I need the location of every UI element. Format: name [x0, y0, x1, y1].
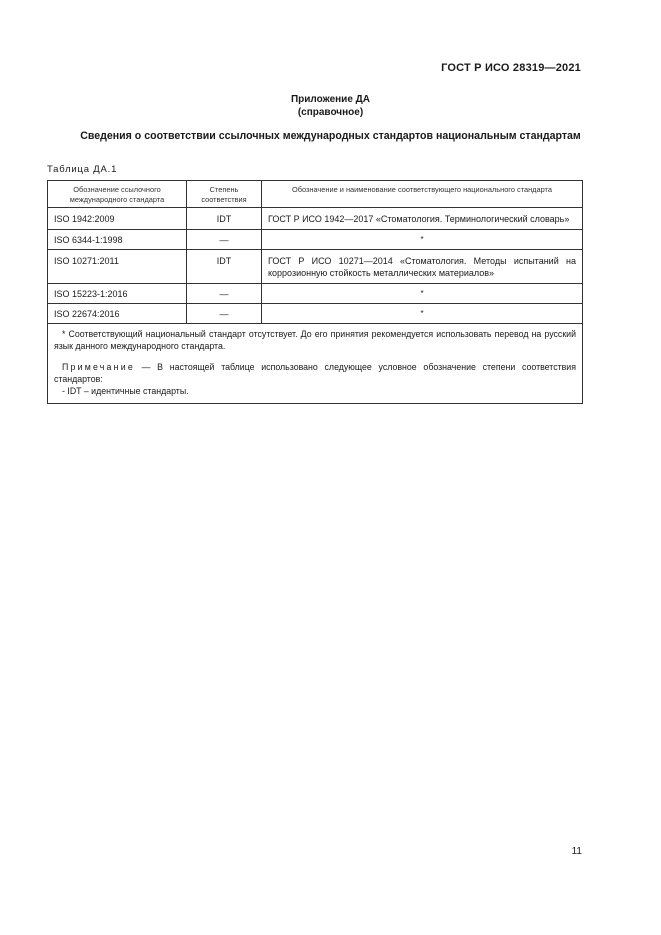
cell-national: ГОСТ Р ИСО 10271—2014 «Стоматология. Методы испытаний на коррозионную стойкость металлических материалов» — [262, 250, 583, 284]
note-label: Примечание — [62, 362, 135, 372]
annex-title-block — [0, 93, 661, 119]
note-text: — В настоящей таблице использовано следующее условное обозначение степени соответствия стандартов: — [54, 362, 576, 384]
cell-intl: ISO 15223-1:2016 — [48, 284, 187, 304]
table-row — [48, 208, 583, 230]
note-item: - IDT – идентичные стандарты. — [62, 386, 189, 396]
table-caption: Таблица ДА.1 — [47, 164, 118, 175]
cell-national: ГОСТ Р ИСО 1942—2017 «Стоматология. Терминологический словарь» — [262, 208, 583, 230]
cell-national: * — [262, 304, 583, 324]
cell-intl: ISO 10271:2011 — [48, 250, 187, 284]
document-code: ГОСТ Р ИСО 28319—2021 — [441, 62, 581, 74]
table-row — [48, 284, 583, 304]
table-row — [48, 250, 583, 284]
column-header-intl: Обозначение ссылочного международного стандарта — [48, 181, 187, 208]
column-header-national: Обозначение и наименование соответствующего национального стандарта — [262, 181, 583, 208]
annex-title: Приложение ДА — [290, 94, 371, 105]
cell-national: * — [262, 230, 583, 250]
table-row — [48, 230, 583, 250]
cell-degree: IDT — [187, 208, 262, 230]
cell-intl: ISO 6344-1:1998 — [48, 230, 187, 250]
table-header-row — [48, 181, 583, 208]
standards-correspondence-table — [47, 180, 583, 404]
table-notes — [48, 324, 583, 404]
cell-degree: — — [187, 304, 262, 324]
table-notes-row — [48, 324, 583, 404]
table-row — [48, 304, 583, 324]
column-header-degree: Степень соответствия — [187, 181, 262, 208]
cell-degree: — — [187, 284, 262, 304]
page-number: 11 — [571, 846, 582, 857]
footnote: * Соответствующий национальный стандарт отсутствует. До его принятия рекомендуется использовать перевод на русский язык данного международного стандарта. — [54, 329, 576, 351]
annex-subtitle: (справочное) — [297, 107, 364, 118]
cell-intl: ISO 22674:2016 — [48, 304, 187, 324]
cell-intl: ISO 1942:2009 — [48, 208, 187, 230]
cell-degree: IDT — [187, 250, 262, 284]
note — [54, 361, 576, 385]
section-heading: Сведения о соответствии ссылочных международных стандартов национальным стандартам — [80, 130, 581, 142]
cell-national: * — [262, 284, 583, 304]
cell-degree: — — [187, 230, 262, 250]
